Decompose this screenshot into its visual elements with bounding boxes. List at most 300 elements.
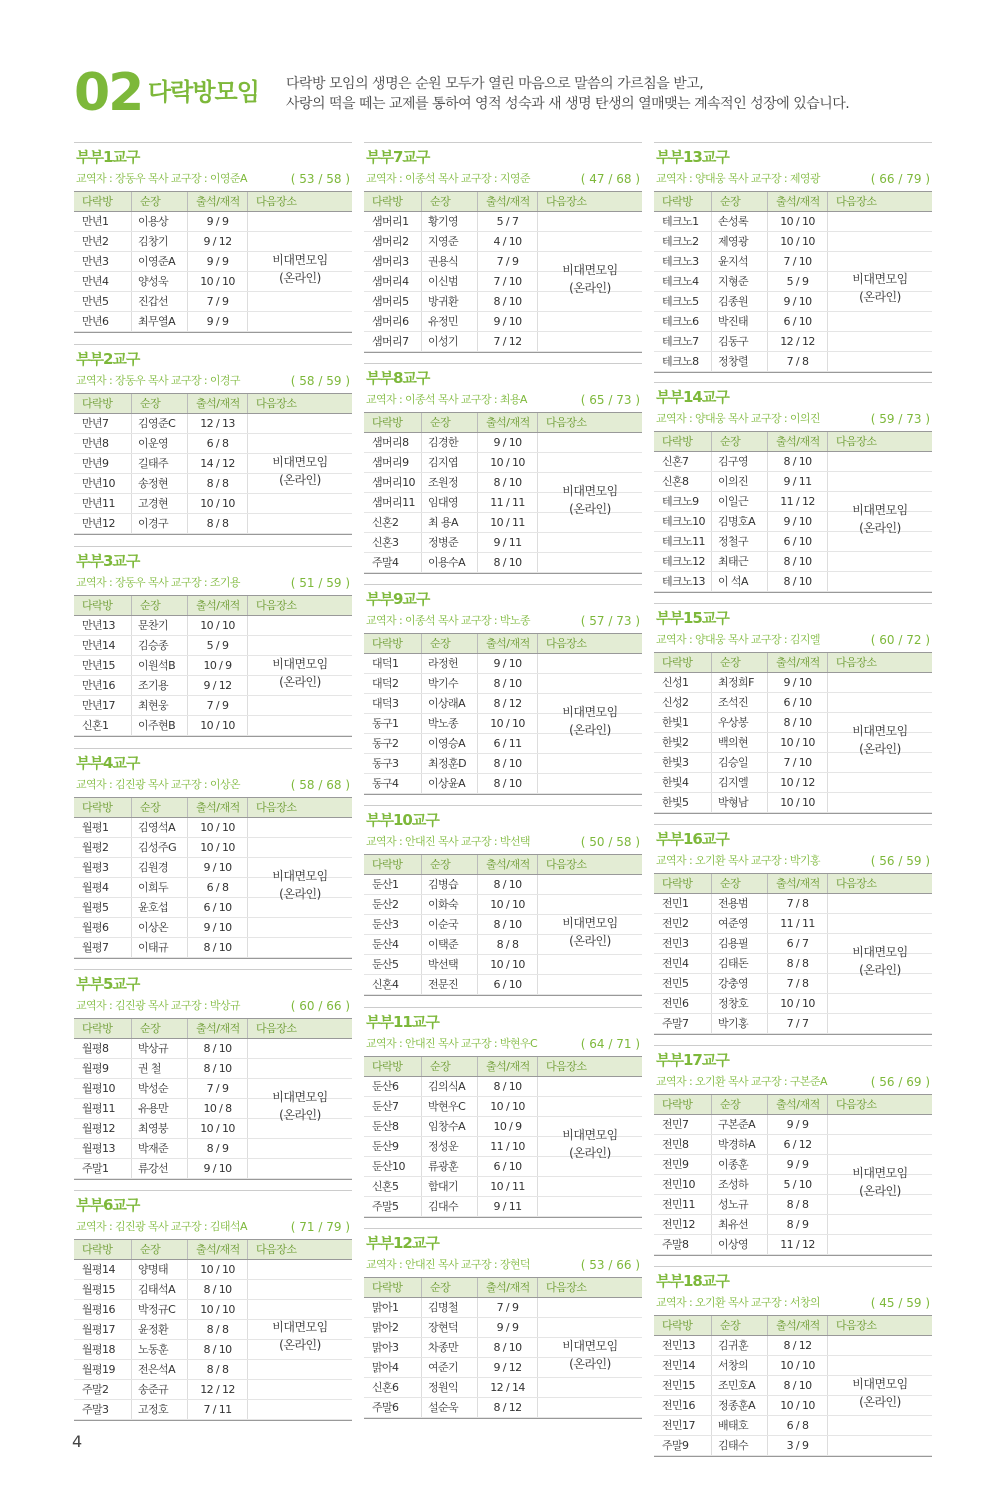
cell-attendance: 12 / 14	[478, 1378, 538, 1397]
cell-place-empty	[538, 1097, 642, 1116]
cell-leader: 박기홍	[712, 1014, 768, 1033]
cell-leader: 이태규	[132, 938, 188, 957]
table-row	[654, 572, 932, 592]
table-row	[74, 212, 352, 232]
cell-group: 월평1	[74, 818, 132, 837]
district-leaders: 교역자 : 양대웅 목사 교구장 : 제영광	[656, 172, 820, 185]
district-leaders: 교역자 : 장동우 목사 교구장 : 이경구	[76, 374, 240, 387]
column-header: 다락방	[74, 1019, 132, 1038]
cell-leader: 최영붕	[132, 1119, 188, 1138]
next-place-line-1: 비대면모임	[272, 455, 328, 469]
cell-leader: 김구영	[712, 452, 768, 471]
column-header: 순장	[132, 596, 188, 615]
cell-place-empty	[248, 616, 352, 635]
district-attendance-total: ( 71 / 79 )	[290, 1220, 350, 1234]
district-leaders: 교역자 : 이종석 목사 교구장 : 박노종	[366, 614, 530, 627]
cell-leader: 최무열A	[132, 312, 188, 331]
cell-group: 둔산4	[364, 935, 422, 954]
cell-leader: 길태주	[132, 454, 188, 473]
column-header: 다락방	[654, 432, 712, 451]
cell-attendance: 8 / 10	[478, 774, 538, 793]
cell-attendance: 8 / 8	[188, 514, 248, 533]
cell-place-empty	[248, 292, 352, 311]
cell-leader: 박정규C	[132, 1300, 188, 1319]
next-place-line-1: 비대면모임	[852, 723, 908, 738]
district-block	[654, 142, 932, 368]
cell-place-empty	[248, 1360, 352, 1379]
cell-leader: 정종훈A	[712, 1396, 768, 1415]
district-attendance-total: ( 59 / 73 )	[870, 412, 930, 426]
cell-attendance: 8 / 10	[768, 1376, 828, 1395]
cell-group: 만년13	[74, 616, 132, 635]
cell-place-empty	[828, 472, 932, 491]
table-body	[74, 1039, 352, 1179]
district-block	[654, 603, 932, 807]
table-row	[654, 1336, 932, 1356]
table-header	[74, 191, 352, 212]
district-title: 부부5교구	[76, 975, 140, 993]
next-place-line-2: (온라인)	[859, 741, 901, 756]
table-header	[74, 595, 352, 616]
cell-group: 주말6	[364, 1398, 422, 1417]
column-header: 출석/재적	[188, 798, 248, 817]
cell-group: 테크노1	[654, 212, 712, 231]
next-place	[248, 655, 352, 691]
district-block	[654, 382, 932, 586]
cell-leader: 권용식	[422, 252, 478, 271]
cell-place-empty	[538, 1378, 642, 1397]
cell-leader: 김경한	[422, 433, 478, 452]
cell-attendance: 10 / 11	[478, 1177, 538, 1196]
cell-leader: 구본준A	[712, 1115, 768, 1134]
cell-leader: 이경구	[132, 514, 188, 533]
cell-group: 동구2	[364, 734, 422, 753]
district-leaders: 교역자 : 오기환 목사 교구장 : 박기홍	[656, 854, 820, 867]
cell-group: 만년17	[74, 696, 132, 715]
cell-group: 주말8	[654, 1235, 712, 1254]
cell-attendance: 10 / 10	[768, 1396, 828, 1415]
cell-group: 신혼4	[364, 975, 422, 994]
cell-attendance: 8 / 10	[478, 754, 538, 773]
table-body	[364, 433, 642, 573]
cell-attendance: 11 / 12	[768, 492, 828, 511]
cell-leader: 정성운	[422, 1137, 478, 1156]
district-table	[74, 191, 352, 333]
cell-attendance: 6 / 10	[768, 312, 828, 331]
section-description-line-2: 사랑의 떡을 떼는 교제를 통하여 영적 성숙과 새 생명 탄생의 열매맺는 계속적인 성장에 있습니다.	[286, 96, 850, 112]
cell-attendance: 8 / 10	[768, 552, 828, 571]
next-place	[538, 914, 642, 950]
cell-place-empty	[828, 894, 932, 913]
cell-attendance: 8 / 10	[768, 572, 828, 591]
cell-leader: 김귀훈	[712, 1336, 768, 1355]
table-body	[654, 1336, 932, 1456]
column-header: 순장	[422, 192, 478, 211]
cell-attendance: 3 / 9	[768, 1436, 828, 1455]
table-row	[74, 1400, 352, 1420]
district-title: 부부18교구	[656, 1272, 729, 1290]
district-leaders: 교역자 : 김진광 목사 교구장 : 박상규	[76, 999, 240, 1012]
table-body	[654, 894, 932, 1034]
district-block	[364, 1228, 642, 1413]
cell-leader: 김대수	[422, 1197, 478, 1216]
column-header: 순장	[422, 1278, 478, 1297]
next-place-line-1: 비대면모임	[852, 272, 908, 286]
cell-place-empty	[828, 1014, 932, 1033]
cell-place-empty	[828, 914, 932, 933]
table-row	[654, 1135, 932, 1155]
cell-leader: 송정현	[132, 474, 188, 493]
column-header: 순장	[712, 874, 768, 893]
table-row	[74, 1380, 352, 1400]
cell-attendance: 6 / 7	[768, 934, 828, 953]
cell-leader: 김태석A	[132, 1280, 188, 1299]
column-header: 다락방	[74, 192, 132, 211]
cell-place-empty	[828, 352, 932, 371]
cell-group: 주말3	[74, 1400, 132, 1419]
cell-group: 전민14	[654, 1356, 712, 1375]
cell-attendance: 10 / 10	[478, 1097, 538, 1116]
cell-attendance: 8 / 10	[188, 1039, 248, 1058]
table-row	[654, 773, 932, 793]
cell-place-empty	[828, 252, 932, 271]
table-row	[364, 654, 642, 674]
cell-attendance: 10 / 10	[188, 272, 248, 291]
cell-leader: 최유선	[712, 1215, 768, 1234]
next-place-line-2: (온라인)	[279, 473, 321, 487]
cell-attendance: 8 / 10	[478, 674, 538, 693]
district-title: 부부14교구	[656, 388, 729, 406]
table-row	[654, 914, 932, 934]
cell-leader: 조원정	[422, 473, 478, 492]
cell-attendance: 8 / 10	[768, 452, 828, 471]
cell-leader: 문찬기	[132, 616, 188, 635]
cell-attendance: 11 / 10	[478, 1137, 538, 1156]
district-title: 부부15교구	[656, 609, 729, 627]
column-header: 다락방	[364, 1057, 422, 1076]
column-header: 다음장소	[836, 1319, 877, 1332]
table-row	[364, 1398, 642, 1418]
table-row	[74, 1059, 352, 1079]
cell-group: 샘머리2	[364, 232, 422, 251]
cell-attendance: 10 / 10	[188, 494, 248, 513]
district-table	[364, 854, 642, 996]
next-place-line-2: (온라인)	[569, 1357, 611, 1371]
table-row	[364, 433, 642, 453]
cell-leader: 방귀환	[422, 292, 478, 311]
column-header: 다락방	[364, 192, 422, 211]
cell-attendance: 6 / 8	[768, 1416, 828, 1435]
cell-group: 한빛3	[654, 753, 712, 772]
cell-attendance: 6 / 10	[478, 1157, 538, 1176]
next-place	[248, 1088, 352, 1124]
table-body	[74, 818, 352, 958]
table-body	[74, 616, 352, 736]
cell-group: 월평10	[74, 1079, 132, 1098]
cell-place-empty	[248, 434, 352, 453]
table-row	[364, 212, 642, 232]
cell-place-empty	[538, 1177, 642, 1196]
cell-place-empty	[538, 1318, 642, 1337]
section-title: 다락방모임	[148, 78, 259, 106]
cell-leader: 김성주G	[132, 838, 188, 857]
cell-leader: 김창기	[132, 232, 188, 251]
district-table	[364, 633, 642, 795]
cell-leader: 최 용A	[422, 513, 478, 532]
column-header: 출석/재적	[478, 1057, 538, 1076]
cell-place-empty	[538, 1398, 642, 1417]
cell-group: 만년16	[74, 676, 132, 695]
cell-leader: 김지엘	[712, 773, 768, 792]
district-table	[654, 191, 932, 373]
next-place-line-2: (온라인)	[859, 1395, 901, 1409]
column-header: 다음장소	[256, 397, 297, 410]
cell-leader: 서창의	[712, 1356, 768, 1375]
cell-group: 동구3	[364, 754, 422, 773]
cell-group: 테크노10	[654, 512, 712, 531]
next-place-line-1: 비대면모임	[272, 657, 328, 671]
column-header: 순장	[132, 1019, 188, 1038]
next-place-line-2: (온라인)	[569, 934, 611, 948]
next-place	[538, 1126, 642, 1162]
cell-place-empty	[538, 332, 642, 351]
cell-attendance: 11 / 11	[478, 493, 538, 512]
column-header: 순장	[712, 432, 768, 451]
cell-place-empty	[248, 1280, 352, 1299]
column-header: 다락방	[654, 1095, 712, 1114]
table-row	[364, 533, 642, 553]
cell-leader: 강충영	[712, 974, 768, 993]
district-leaders: 교역자 : 안대진 목사 교구장 : 박현우C	[366, 1037, 538, 1050]
section-description-line-1: 다락방 모임의 생명은 순원 모두가 열린 마음으로 말씀의 가르침을 받고,	[286, 76, 704, 92]
table-row	[74, 414, 352, 434]
cell-attendance: 10 / 10	[188, 818, 248, 837]
next-place-line-1: 비대면모임	[562, 704, 618, 719]
cell-leader: 김지엽	[422, 453, 478, 472]
cell-group: 월평5	[74, 898, 132, 917]
next-place-line-2: (온라인)	[279, 675, 321, 689]
cell-attendance: 5 / 9	[768, 272, 828, 291]
table-row	[654, 994, 932, 1014]
next-place	[248, 251, 352, 287]
table-row	[654, 1416, 932, 1436]
cell-attendance: 9 / 9	[768, 1155, 828, 1174]
table-row	[654, 1215, 932, 1235]
cell-leader: 백의현	[712, 733, 768, 752]
column-header: 다음장소	[836, 1098, 877, 1111]
district-table	[364, 1056, 642, 1218]
district-block	[74, 142, 352, 327]
cell-attendance: 8 / 10	[478, 1338, 538, 1357]
cell-group: 샘머리5	[364, 292, 422, 311]
column-header: 다음장소	[836, 877, 877, 890]
district-leaders: 교역자 : 이종석 목사 교구장 : 지영준	[366, 172, 530, 185]
cell-attendance: 9 / 11	[478, 1197, 538, 1216]
cell-group: 주말1	[74, 1159, 132, 1178]
table-row	[654, 693, 932, 713]
cell-attendance: 6 / 10	[768, 532, 828, 551]
cell-group: 만년8	[74, 434, 132, 453]
cell-leader: 양성욱	[132, 272, 188, 291]
cell-leader: 김동구	[712, 332, 768, 351]
cell-attendance: 10 / 10	[478, 453, 538, 472]
next-place	[248, 1318, 352, 1354]
table-header	[364, 854, 642, 875]
cell-attendance: 10 / 10	[478, 714, 538, 733]
district-table	[654, 1094, 932, 1256]
district-table	[364, 412, 642, 574]
table-row	[74, 696, 352, 716]
cell-place-empty	[828, 232, 932, 251]
cell-place-empty	[538, 895, 642, 914]
table-row	[74, 1039, 352, 1059]
cell-group: 월평6	[74, 918, 132, 937]
next-place-line-1: 비대면모임	[272, 868, 328, 883]
next-place-line-2: (온라인)	[859, 520, 901, 535]
district-attendance-total: ( 56 / 59 )	[870, 854, 930, 868]
district-block	[654, 824, 932, 1028]
column-header: 순장	[712, 1316, 768, 1335]
cell-leader: 이 석A	[712, 572, 768, 591]
cell-group: 둔산8	[364, 1117, 422, 1136]
cell-group: 한빛2	[654, 733, 712, 752]
cell-attendance: 8 / 12	[478, 694, 538, 713]
cell-attendance: 7 / 9	[188, 696, 248, 715]
cell-place-empty	[248, 818, 352, 837]
cell-group: 신혼5	[364, 1177, 422, 1196]
column-header: 다락방	[654, 1316, 712, 1335]
column-header: 다락방	[74, 1240, 132, 1259]
cell-attendance: 7 / 8	[768, 352, 828, 371]
cell-leader: 박기수	[422, 674, 478, 693]
column-header: 출석/재적	[768, 1095, 828, 1114]
next-place	[538, 482, 642, 518]
cell-leader: 조기용	[132, 676, 188, 695]
cell-leader: 박선택	[422, 955, 478, 974]
cell-group: 월평9	[74, 1059, 132, 1078]
cell-attendance: 4 / 10	[478, 232, 538, 251]
section-description	[286, 74, 966, 114]
column-header: 다락방	[654, 192, 712, 211]
district-attendance-total: ( 53 / 66 )	[580, 1258, 640, 1272]
next-place	[248, 867, 352, 903]
next-place	[248, 453, 352, 489]
cell-attendance: 9 / 10	[478, 433, 538, 452]
cell-leader: 전은석A	[132, 1360, 188, 1379]
next-place-line-2: (온라인)	[279, 886, 321, 901]
cell-leader: 김태수	[712, 1436, 768, 1455]
next-place-line-1: 비대면모임	[272, 1320, 328, 1334]
cell-attendance: 9 / 9	[188, 212, 248, 231]
section-number: 02	[74, 63, 143, 123]
cell-group: 전민4	[654, 954, 712, 973]
district-table	[654, 873, 932, 1035]
district-leaders: 교역자 : 김진광 목사 교구장 : 김태석A	[76, 1220, 247, 1233]
column-header: 순장	[132, 1240, 188, 1259]
column-header: 출석/재적	[478, 413, 538, 432]
cell-group: 테크노5	[654, 292, 712, 311]
table-header	[654, 1094, 932, 1115]
table-row	[654, 1436, 932, 1456]
cell-group: 월평15	[74, 1280, 132, 1299]
cell-leader: 설순욱	[422, 1398, 478, 1417]
cell-leader: 황기영	[422, 212, 478, 231]
table-row	[74, 1159, 352, 1179]
table-header	[654, 1315, 932, 1336]
cell-group: 전민8	[654, 1135, 712, 1154]
cell-group: 테크노8	[654, 352, 712, 371]
cell-leader: 박현우C	[422, 1097, 478, 1116]
cell-group: 둔산9	[364, 1137, 422, 1156]
table-row	[74, 1360, 352, 1380]
cell-place-empty	[248, 1260, 352, 1279]
table-row	[74, 838, 352, 858]
district-attendance-total: ( 56 / 69 )	[870, 1075, 930, 1089]
cell-group: 신혼7	[654, 452, 712, 471]
cell-leader: 류광훈	[422, 1157, 478, 1176]
cell-leader: 윤지석	[712, 252, 768, 271]
district-leaders: 교역자 : 김진광 목사 교구장 : 이상온	[76, 778, 240, 791]
cell-attendance: 10 / 8	[188, 1099, 248, 1118]
district-title: 부부9교구	[366, 590, 430, 608]
cell-leader: 김종원	[712, 292, 768, 311]
cell-attendance: 6 / 12	[768, 1135, 828, 1154]
table-row	[74, 818, 352, 838]
cell-place-empty	[828, 1356, 932, 1375]
column-header: 다음장소	[836, 195, 877, 208]
table-body	[74, 414, 352, 534]
cell-place-empty	[828, 312, 932, 331]
cell-group: 테크노9	[654, 492, 712, 511]
table-row	[364, 1318, 642, 1338]
cell-group: 전민12	[654, 1215, 712, 1234]
table-row	[364, 1298, 642, 1318]
district-block	[364, 584, 642, 788]
cell-group: 테크노12	[654, 552, 712, 571]
cell-leader: 김의식A	[422, 1077, 478, 1096]
column-header: 출석/재적	[478, 1278, 538, 1297]
table-row	[364, 1097, 642, 1117]
cell-attendance: 10 / 10	[188, 716, 248, 735]
district-block	[654, 1266, 932, 1451]
cell-attendance: 6 / 8	[188, 878, 248, 897]
district-block	[74, 1190, 352, 1416]
cell-group: 신혼6	[364, 1378, 422, 1397]
column-header: 다음장소	[546, 195, 587, 208]
cell-leader: 이영준A	[132, 252, 188, 271]
cell-group: 만년12	[74, 514, 132, 533]
cell-group: 만년7	[74, 414, 132, 433]
cell-place-empty	[538, 553, 642, 572]
next-place	[828, 270, 932, 306]
cell-attendance: 9 / 11	[768, 472, 828, 491]
column-header: 출석/재적	[188, 1240, 248, 1259]
cell-place-empty	[828, 693, 932, 712]
cell-group: 만년1	[74, 212, 132, 231]
cell-group: 전민2	[654, 914, 712, 933]
cell-place-empty	[538, 312, 642, 331]
next-place-line-1: 비대면모임	[562, 1339, 618, 1353]
cell-leader: 최정훈D	[422, 754, 478, 773]
cell-place-empty	[538, 212, 642, 231]
cell-leader: 유정민	[422, 312, 478, 331]
cell-leader: 지형준	[712, 272, 768, 291]
table-row	[74, 1300, 352, 1320]
cell-group: 주말2	[74, 1380, 132, 1399]
table-row	[74, 292, 352, 312]
next-place-line-2: (온라인)	[279, 1107, 321, 1122]
cell-attendance: 10 / 10	[188, 838, 248, 857]
